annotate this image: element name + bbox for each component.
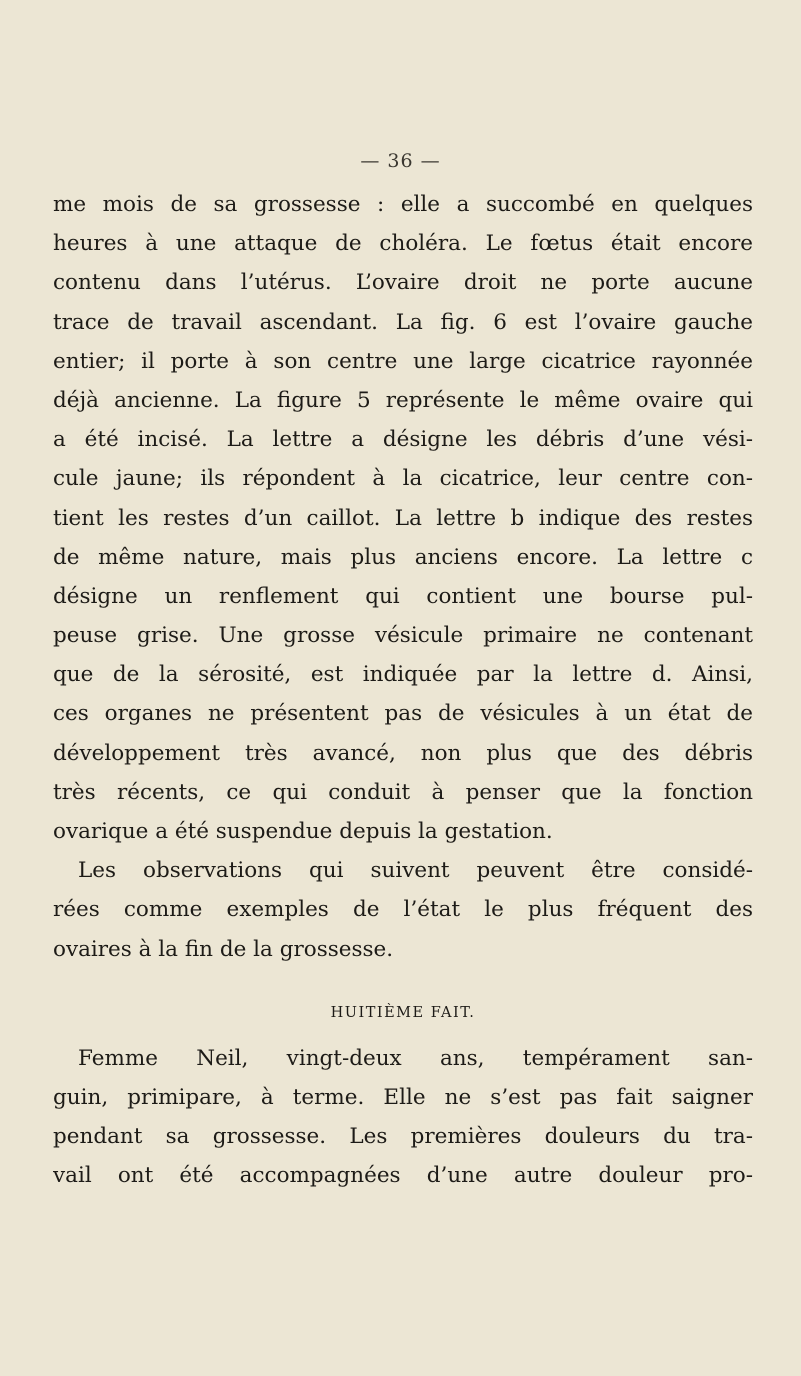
text-line: trace de travail ascendant. La fig. 6 est l’ovaire gauche bbox=[53, 309, 753, 335]
section-heading: HUITIÈME FAIT. bbox=[330, 1004, 476, 1021]
paragraph-3 bbox=[53, 1039, 753, 1196]
text-line: me mois de sa grossesse : elle a succombé en quelques bbox=[53, 192, 753, 217]
text-line: rées comme exemples de l’état le plus fréquent des bbox=[53, 897, 753, 923]
text-line: Femme Neil, vingt-deux ans, tempérament san- bbox=[78, 1045, 753, 1071]
text-line: a été incisé. La lettre a désigne les débris d’une vési- bbox=[53, 427, 753, 453]
text-line: contenu dans l’utérus. L’ovaire droit ne porte aucune bbox=[53, 270, 753, 296]
text-line: Les observations qui suivent peuvent être considé- bbox=[78, 858, 753, 884]
text-line: que de la sérosité, est indiquée par la lettre d. Ainsi, bbox=[53, 662, 753, 688]
text-line: pendant sa grossesse. Les premières douleurs du tra- bbox=[53, 1124, 753, 1150]
body-text bbox=[53, 185, 753, 1196]
text-line: ovarique a été suspendue depuis la gestation. bbox=[53, 819, 553, 844]
text-line: développement très avancé, non plus que des débris bbox=[53, 740, 753, 766]
text-line: désigne un renflement qui contient une bourse pul- bbox=[53, 583, 753, 609]
text-line: guin, primipare, à terme. Elle ne s’est pas fait saigner bbox=[53, 1084, 753, 1110]
paragraph-2 bbox=[53, 851, 753, 969]
text-line: de même nature, mais plus anciens encore. La lettre c bbox=[53, 544, 753, 570]
page-number: — 36 — bbox=[360, 150, 441, 172]
text-line: très récents, ce qui conduit à penser que la fonction bbox=[53, 779, 753, 805]
text-line: déjà ancienne. La figure 5 représente le même ovaire qui bbox=[53, 387, 753, 413]
text-line: ovaires à la fin de la grossesse. bbox=[53, 936, 394, 962]
text-line: heures à une attaque de choléra. Le fœtus était encore bbox=[53, 231, 753, 257]
text-line: entier; il porte à son centre une large cicatrice rayonnée bbox=[53, 348, 753, 374]
paragraph-1 bbox=[53, 185, 753, 851]
text-line: cule jaune; ils répondent à la cicatrice, leur centre con- bbox=[53, 466, 753, 492]
text-line: tient les restes d’un caillot. La lettre b indique des restes bbox=[53, 505, 753, 531]
text-line: vail ont été accompagnées d’une autre douleur pro- bbox=[53, 1163, 753, 1189]
text-line: ces organes ne présentent pas de vésicules à un état de bbox=[53, 701, 753, 727]
text-line: peuse grise. Une grosse vésicule primaire ne contenant bbox=[53, 623, 753, 649]
